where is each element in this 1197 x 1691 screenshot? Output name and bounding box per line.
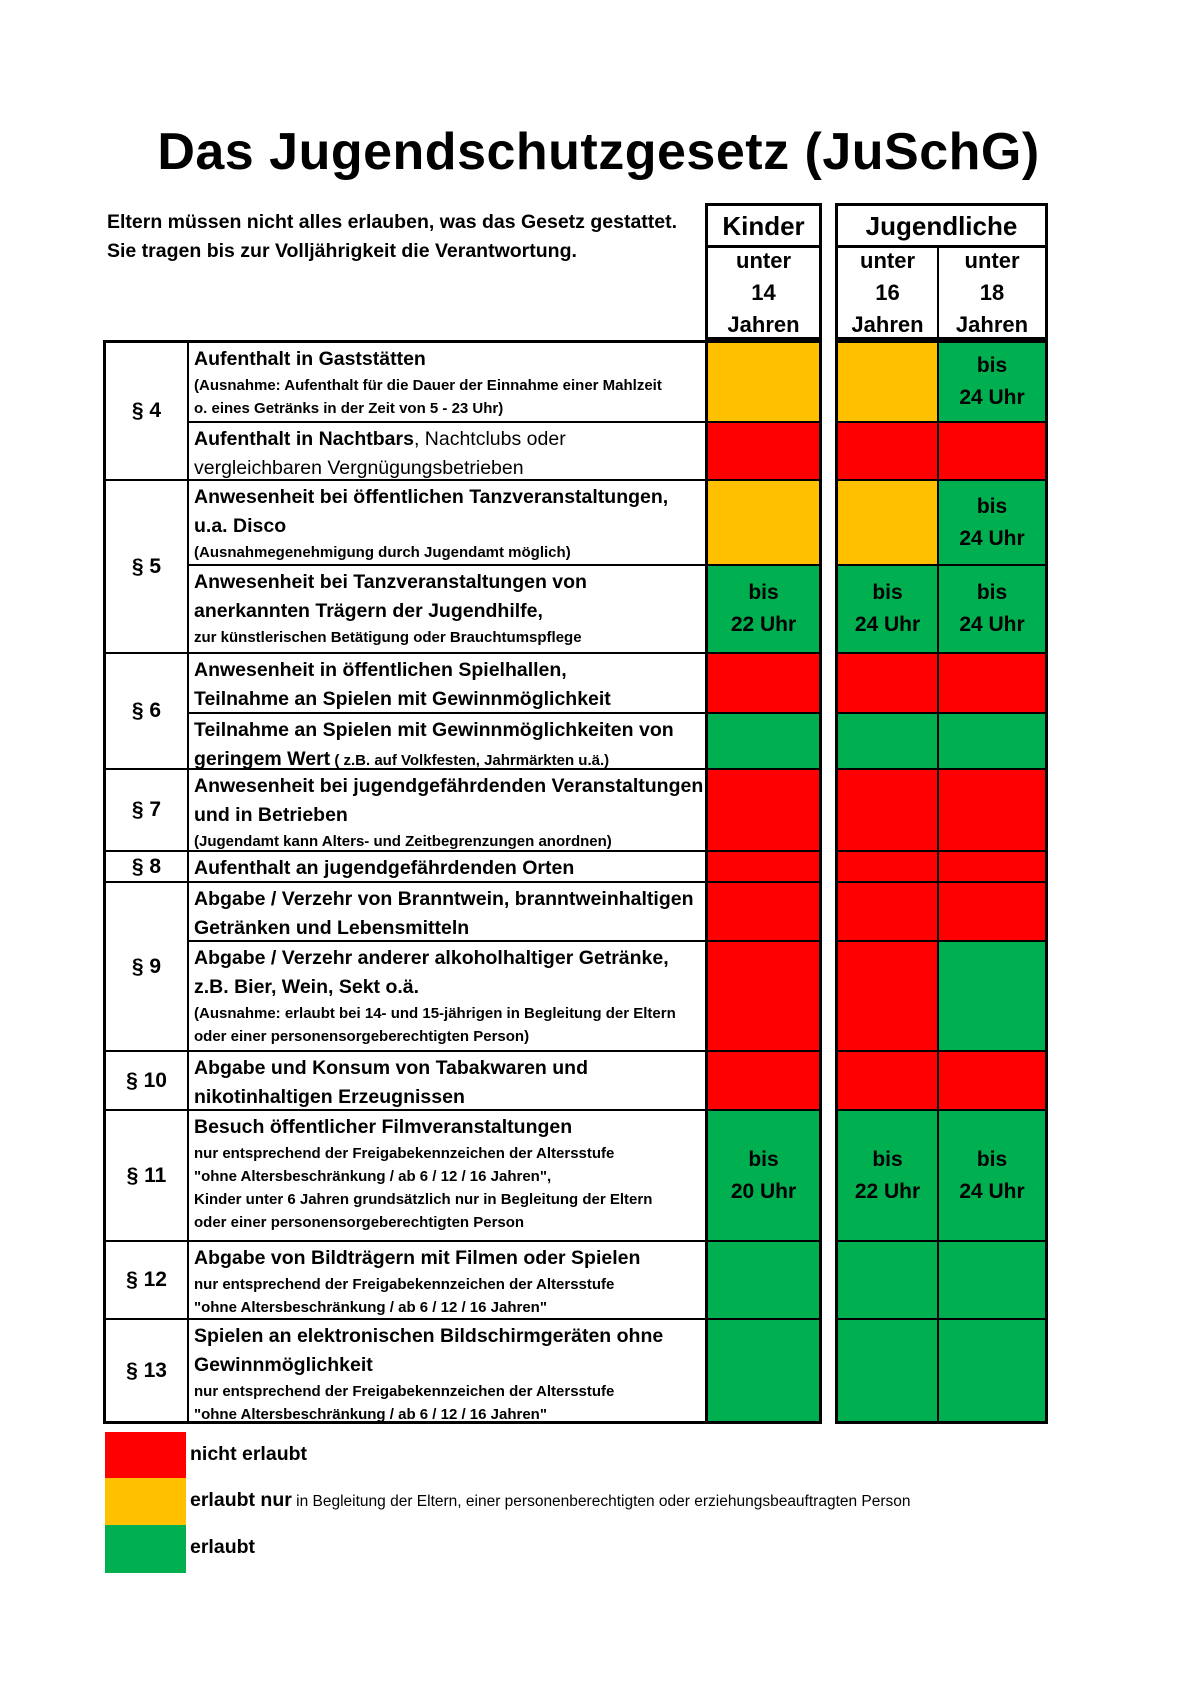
legend-swatch-red (105, 1432, 186, 1480)
legend-label (190, 1536, 255, 1559)
kinder-column (705, 340, 822, 1424)
status-cell (708, 652, 819, 712)
age-col-18 (939, 245, 1045, 337)
cell-time-label: 24 Uhr (854, 613, 921, 636)
rule-main-line: Besuch öffentlicher Filmveranstaltungen (194, 1116, 573, 1138)
status-cell (838, 564, 937, 652)
status-cell (937, 421, 1045, 479)
rule-note: zur künstlerischen Betätigung oder Brauchtumspflege (194, 629, 582, 646)
rule-description (187, 421, 705, 479)
rule-description (187, 343, 705, 421)
legend-label-rest: in Begleitung der Eltern, einer personenberechtigten oder erziehungsbeauftragten Person (291, 1493, 911, 1510)
age-col-14 (708, 245, 819, 337)
rule-note: nur entsprechend der Freigabekennzeichen der Altersstufe (194, 1383, 615, 1400)
intro-line-2: Sie tragen bis zur Volljährigkeit die Verantwortung. (107, 240, 577, 262)
rule-description (187, 850, 705, 881)
status-cell (708, 1318, 819, 1421)
rule-note: o. eines Getränks in der Zeit von 5 - 23 Uhr) (194, 400, 504, 417)
rule-main-rest: , Nachtclubs oder (413, 428, 566, 450)
legend-label (190, 1443, 307, 1466)
rule-main-line-2: vergleichbaren Vergnügungsbetrieben (194, 457, 524, 479)
header-kinder-ages (705, 245, 822, 340)
status-cell (838, 1240, 937, 1318)
rule-description (187, 1318, 705, 1421)
status-cell (708, 421, 819, 479)
cell-time-label: 24 Uhr (959, 1179, 1025, 1203)
status-cell (838, 479, 937, 564)
paragraph-label: § 7 (106, 768, 187, 850)
status-cell (937, 940, 1045, 1050)
status-cell (838, 1109, 937, 1240)
status-cell (708, 768, 819, 850)
rule-main-line: Anwesenheit bei jugendgefährdenden Veranstaltungen (194, 775, 704, 797)
paragraph-label: § 10 (106, 1050, 187, 1109)
intro-line-1: Eltern müssen nicht alles erlauben, was das Gesetz gestattet. (107, 211, 678, 233)
age-label-jahren: Jahren (955, 312, 1029, 337)
status-cell (937, 850, 1045, 881)
status-cell (937, 1318, 1045, 1421)
rule-note: "ohne Altersbeschränkung / ab 6 / 12 / 16 Jahren" (194, 1406, 547, 1421)
age-col-16 (838, 245, 939, 337)
status-cell (937, 1240, 1045, 1318)
cell-time-label: 24 Uhr (959, 526, 1025, 550)
status-cell (708, 1050, 819, 1109)
status-cell (708, 850, 819, 881)
age-label-jahren: Jahren (851, 312, 924, 337)
paragraph-label: § 9 (106, 881, 187, 1050)
rule-description (187, 479, 705, 564)
status-cell (708, 343, 819, 421)
status-cell (937, 343, 1045, 421)
status-cell (838, 652, 937, 712)
rule-note: (Jugendamt kann Alters- und Zeitbegrenzungen anordnen) (194, 833, 612, 850)
rule-description (187, 712, 705, 768)
rule-main-line: Abgabe / Verzehr von Branntwein, branntweinhaltigen (194, 888, 694, 910)
jugendliche-column (835, 340, 1048, 1424)
rule-main-line: Teilnahme an Spielen mit Gewinnmöglichkeiten von (194, 719, 674, 741)
status-cell (838, 940, 937, 1050)
header-jugendliche: Jugendliche (835, 203, 1048, 248)
cell-time-label: bis (976, 354, 1008, 377)
cell-time-label: bis (976, 494, 1008, 518)
cell-time-label: 22 Uhr (730, 613, 797, 636)
rule-description (187, 1240, 705, 1318)
paragraph-label: § 8 (106, 850, 187, 881)
rule-note: (Ausnahme: Aufenthalt für die Dauer der Einnahme einer Mahlzeit (194, 377, 662, 394)
rule-note: (Ausnahme: erlaubt bei 14- und 15-jährigen in Begleitung der Eltern (194, 1005, 676, 1022)
rule-description (187, 768, 705, 850)
cell-time-label: bis (976, 1147, 1008, 1171)
rule-main-line: Abgabe / Verzehr anderer alkoholhaltiger Getränke, (194, 947, 669, 969)
status-cell (937, 652, 1045, 712)
cell-time-label: 20 Uhr (730, 1179, 797, 1203)
cell-time-label: bis (872, 1147, 903, 1171)
cell-time-label: 24 Uhr (959, 386, 1025, 409)
rule-main-line-2 (194, 745, 705, 768)
cell-time-label: bis (872, 581, 903, 604)
paragraph-label: § 4 (131, 399, 162, 422)
rule-note: Kinder unter 6 Jahren grundsätzlich nur in Begleitung der Eltern (194, 1191, 653, 1208)
rule-main-line: Spielen an elektronischen Bildschirmgeräten ohne (194, 1325, 664, 1347)
status-cell (937, 564, 1045, 652)
status-cell (708, 712, 819, 768)
page-title: Das Jugendschutzgesetz (JuSchG) (157, 123, 1040, 181)
status-cell (937, 1050, 1045, 1109)
cell-time-label: bis (748, 581, 779, 604)
age-label-jahren: Jahren (727, 312, 800, 337)
paragraph-label: § 11 (106, 1109, 187, 1240)
rule-description (187, 1050, 705, 1109)
legend-label (190, 1489, 911, 1512)
age-label-unter: unter (860, 248, 915, 273)
age-label-number: 16 (875, 280, 900, 305)
rule-main-line-2: nikotinhaltigen Erzeugnissen (194, 1086, 465, 1108)
age-label-number: 14 (751, 280, 776, 305)
paragraph-label: § 12 (106, 1240, 187, 1318)
rule-description (187, 652, 705, 712)
status-cell (838, 712, 937, 768)
rule-main-bold: geringem Wert (194, 748, 331, 768)
rule-main-line: Aufenthalt an jugendgefährdenden Orten (194, 857, 575, 879)
rule-main-line: Anwesenheit bei Tanzveranstaltungen von (194, 571, 587, 593)
legend-swatch-green (105, 1525, 186, 1573)
status-cell (937, 479, 1045, 564)
status-cell (838, 343, 937, 421)
status-cell (937, 712, 1045, 768)
status-cell (708, 564, 819, 652)
rule-main-line-2: z.B. Bier, Wein, Sekt o.ä. (194, 976, 420, 998)
cell-time-label: bis (748, 1147, 779, 1171)
age-label-number: 18 (979, 280, 1005, 305)
header-jugendliche-ages (835, 245, 1048, 340)
status-cell (708, 940, 819, 1050)
rule-note: oder einer personensorgeberechtigten Person (194, 1214, 525, 1231)
rule-note: (Ausnahmegenehmigung durch Jugendamt möglich) (194, 544, 571, 561)
paragraph-label: § 6 (106, 652, 187, 768)
rule-main-line-2: Gewinnmöglichkeit (194, 1354, 373, 1376)
paragraph-label: § 5 (106, 479, 187, 652)
age-label-unter: unter (964, 248, 1020, 273)
status-cell (708, 1240, 819, 1318)
rule-main-line-2: Teilnahme an Spielen mit Gewinnmöglichkeit (194, 688, 611, 710)
rule-main-line-2: Getränken und Lebensmitteln (194, 917, 470, 939)
status-cell (708, 479, 819, 564)
intro-text (107, 208, 677, 266)
age-label-unter: unter (736, 248, 791, 273)
legend-label-main: erlaubt nur (190, 1489, 292, 1511)
status-cell (838, 1318, 937, 1421)
rule-description (187, 1109, 705, 1240)
status-cell (708, 1109, 819, 1240)
status-cell (838, 1050, 937, 1109)
legend-swatch-yellow (105, 1478, 186, 1526)
rule-main-line: Abgabe von Bildträgern mit Filmen oder Spielen (194, 1247, 641, 1269)
rule-main-line-2: und in Betrieben (194, 804, 348, 826)
rule-note-inline: ( z.B. auf Volkfesten, Jahrmärkten u.ä.) (330, 752, 610, 768)
rule-main-line: Abgabe und Konsum von Tabakwaren und (194, 1057, 588, 1079)
rule-main-line-2: u.a. Disco (194, 515, 287, 537)
status-cell (937, 881, 1045, 940)
rule-main-line-2: anerkannten Trägern der Jugendhilfe, (194, 600, 543, 622)
status-cell (708, 881, 819, 940)
legend-label-main: erlaubt (190, 1536, 256, 1558)
rule-note: "ohne Altersbeschränkung / ab 6 / 12 / 16 Jahren" (194, 1299, 547, 1316)
legend-label-main: nicht erlaubt (190, 1443, 308, 1465)
rule-main-line: Anwesenheit bei öffentlichen Tanzveranstaltungen, (194, 486, 669, 508)
rule-description (187, 940, 705, 1050)
paragraph-label: § 13 (106, 1318, 187, 1421)
status-cell (838, 421, 937, 479)
rule-description (187, 881, 705, 940)
cell-time-label: 22 Uhr (854, 1179, 921, 1203)
rule-note: nur entsprechend der Freigabekennzeichen der Altersstufe (194, 1276, 615, 1293)
rule-note: nur entsprechend der Freigabekennzeichen der Altersstufe (194, 1145, 615, 1162)
rule-main-line: Aufenthalt in Gaststätten (194, 348, 426, 370)
status-cell (838, 768, 937, 850)
rule-description (187, 564, 705, 652)
rules-table (103, 340, 708, 1424)
cell-time-label: bis (976, 581, 1008, 604)
status-cell (937, 1109, 1045, 1240)
rule-main-line (194, 425, 705, 454)
rule-note: oder einer personensorgeberechtigten Person) (194, 1028, 530, 1045)
header-kinder: Kinder (705, 203, 822, 248)
rule-note: "ohne Altersbeschränkung / ab 6 / 12 / 16 Jahren", (194, 1168, 552, 1185)
rule-main-line: Anwesenheit in öffentlichen Spielhallen, (194, 659, 567, 681)
cell-time-label: 24 Uhr (959, 613, 1025, 636)
rule-main-bold: Aufenthalt in Nachtbars (194, 428, 414, 450)
status-cell (937, 768, 1045, 850)
status-cell (838, 881, 937, 940)
status-cell (838, 850, 937, 881)
